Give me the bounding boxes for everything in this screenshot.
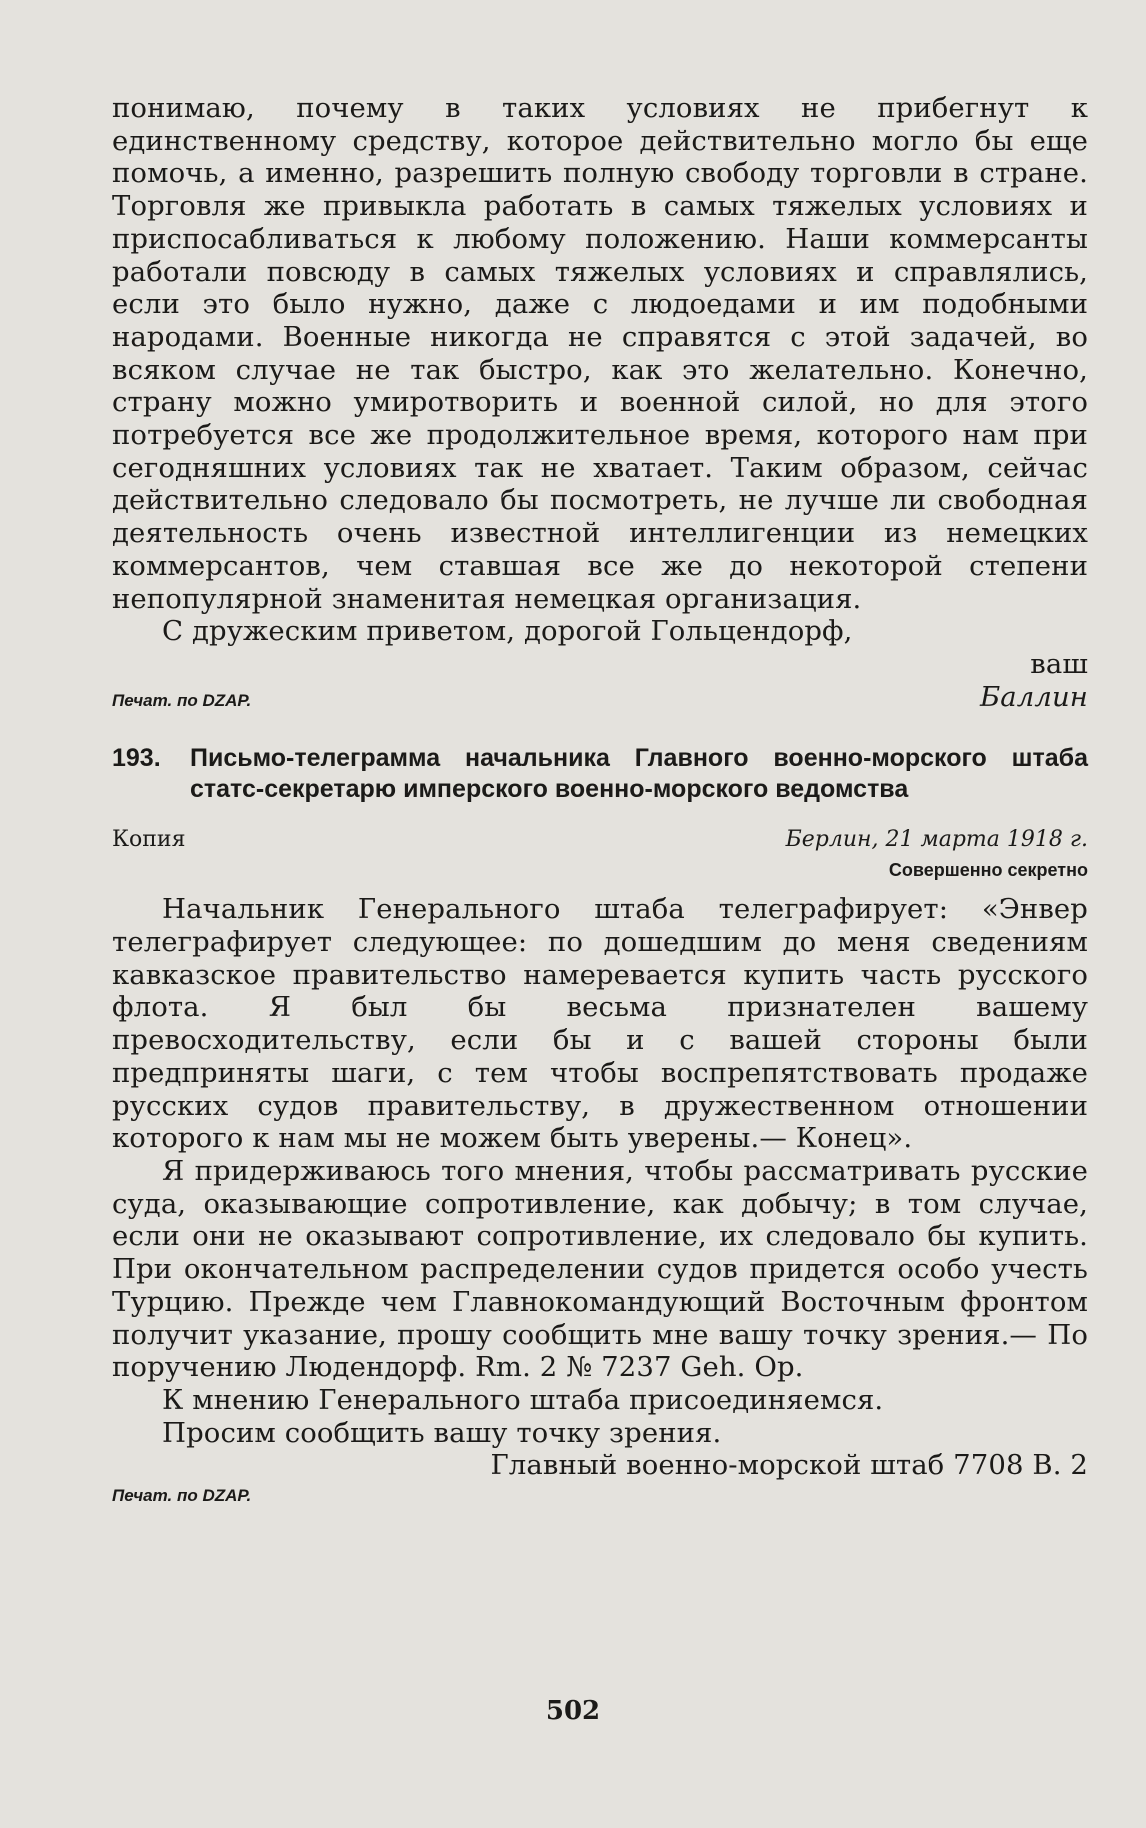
document-number: 193. xyxy=(112,744,161,773)
continuation-paragraph: понимаю, почему в таких условиях не прибегнут к единственному средству, которое действительно могло бы еще помочь, а именно, разрешить полную свободу торговли в стране. Торговля же привыкла работать в самых тяжелых условиях и приспосабливаться к любому положению. Наши коммерсанты работали повсюду в самых тяжелых условиях и справлялись, если это было нужно, даже с людоедами и им подобными народами. Военные никогда не справятся с этой задачей, во всяком случае не так быстро, как это желательно. Конечно, страну можно умиротворить и военной силой, но для этого потребуется все же продолжительное время, которого нам при сегодняшних условиях так не хватает. Таким образом, сейчас действительно следовало бы посмотреть, не лучше ли свободная деятельность очень известной интеллигенции из немецких коммерсантов, чем ставшая все же до некоторой степени непопулярной знаменитая немецкая организация. xyxy=(112,92,1088,615)
document-paragraph-1: Начальник Генерального штаба телеграфирует: «Энвер телеграфирует следующее: по дошедшим до меня сведениям кавказское правительство намеревается купить часть русского флота. Я был бы весьма признателен вашему превосходительству, если бы и с вашей стороны были предприняты шаги, с тем чтобы воспрепятствовать продаже русских судов правительству, в дружественном отношении которого к нам мы не можем быть уверены.— Конец». xyxy=(112,893,1088,1155)
document-title: Письмо-телеграмма начальника Главного военно-морского штаба статс-секретарю имперского военно-морского ведомства xyxy=(190,744,1088,804)
signature-ballin: Баллин xyxy=(979,680,1088,713)
closing-word: ваш xyxy=(1030,647,1088,680)
document-paragraph-2: Я придерживаюсь того мнения, чтобы рассматривать русские суда, оказывающие сопротивление, как добычу; в том случае, если они не оказывают сопротивление, их следовало бы купить. При окончательном распределении судов придется особо учесть Турцию. Прежде чем Главнокомандующий Восточным фронтом получит указание, прошу сообщить мне вашу точку зрения.— По поручению Людендорф. Rm. 2 № 7237 Geh. Op. xyxy=(112,1154,1088,1384)
document-signature: Главный военно-морской штаб 7708 B. 2 xyxy=(490,1449,1088,1482)
greeting-line: С дружеским приветом, дорогой Гольцендорф, xyxy=(162,615,853,648)
document-paragraph-3: К мнению Генерального штаба присоединяемся. xyxy=(162,1383,884,1416)
document-paragraph-4: Просим сообщить вашу точку зрения. xyxy=(162,1416,722,1449)
source-note-2: Печат. по DZAP. xyxy=(112,1486,252,1506)
place-date: Берлин, 21 марта 1918 г. xyxy=(785,827,1088,853)
source-note-1: Печат. по DZAP. xyxy=(112,690,252,710)
page-number: 502 xyxy=(545,1696,601,1726)
classification-mark: Совершенно секретно xyxy=(888,860,1088,881)
copy-label: Копия xyxy=(112,827,186,853)
document-heading xyxy=(112,743,1088,805)
document-meta xyxy=(112,825,1088,855)
